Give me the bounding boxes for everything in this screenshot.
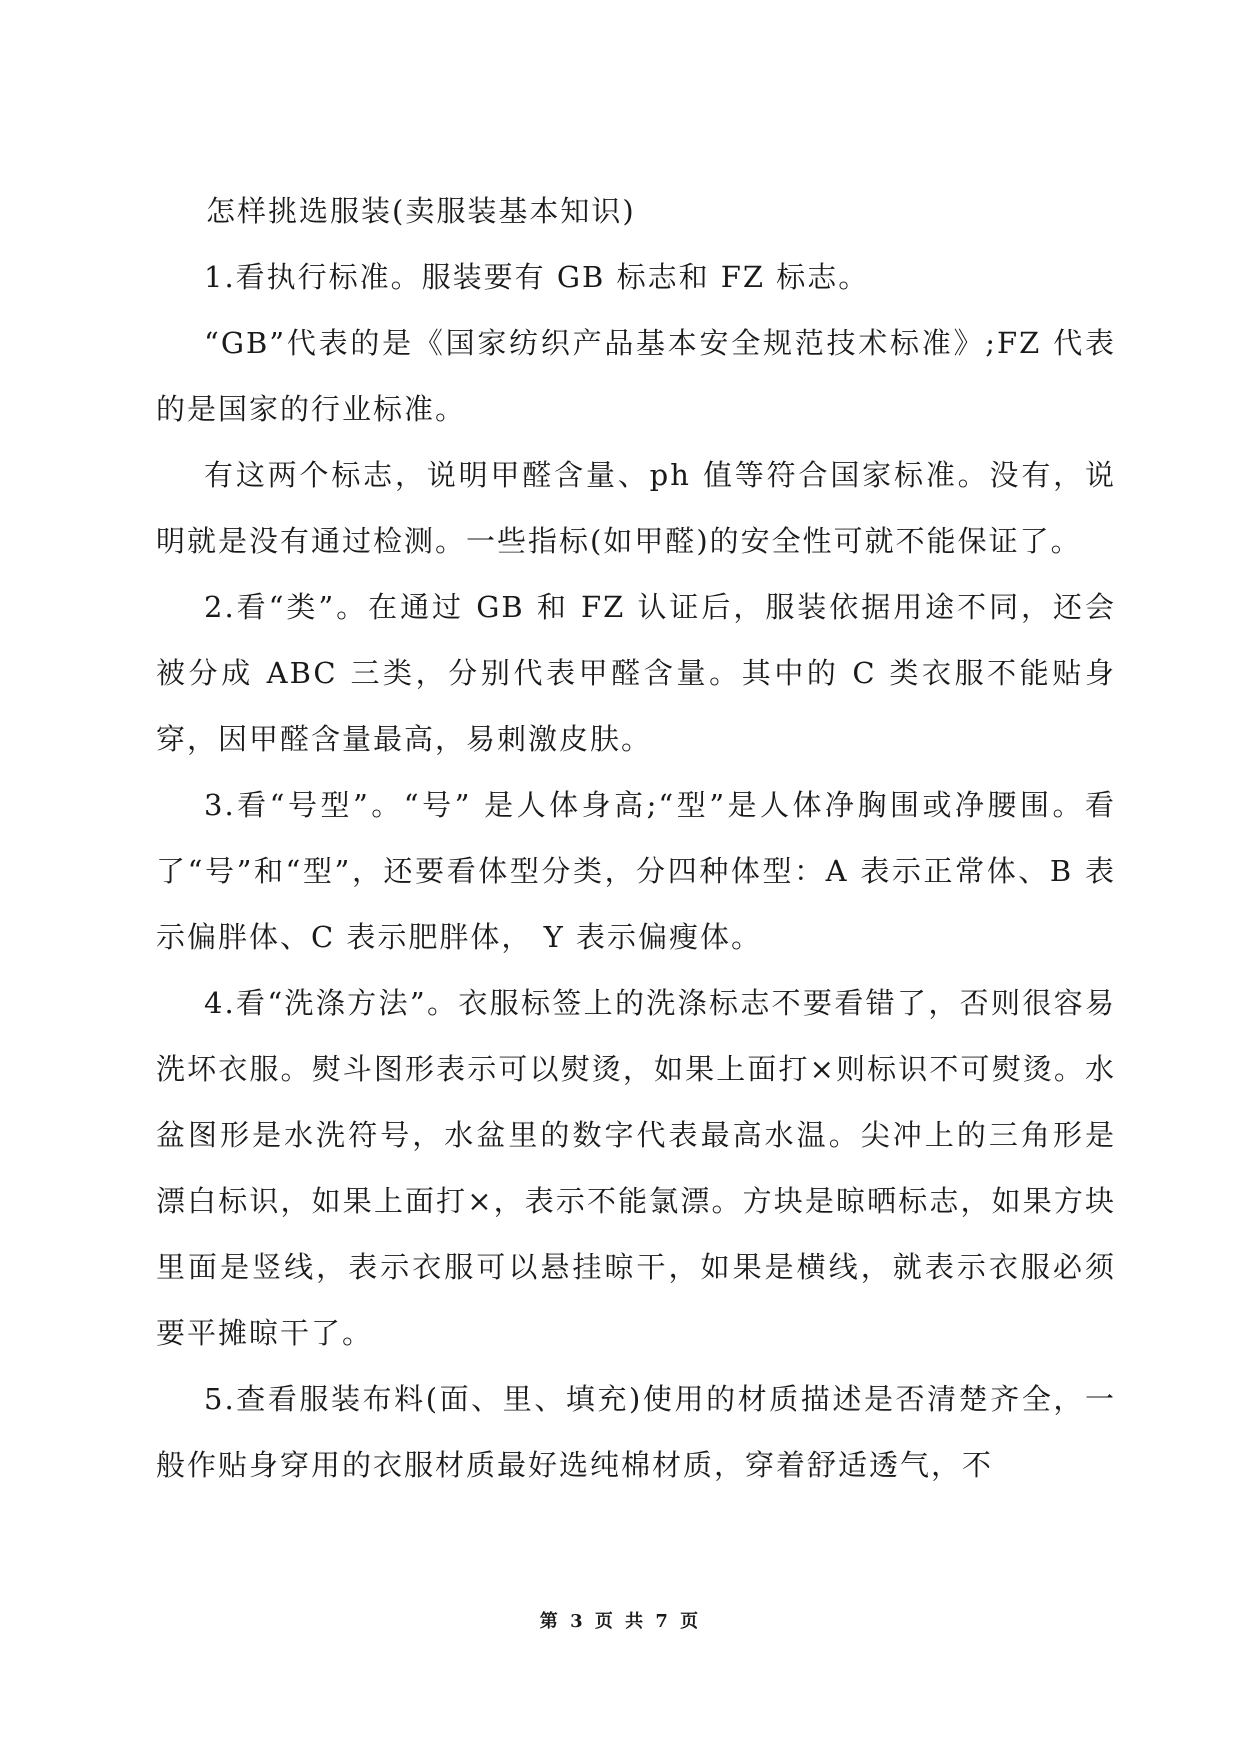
paragraph-category: 2.看“类”。在通过 GB 和 FZ 认证后，服装依据用途不同，还会被分成 ABC 三类，分别代表甲醛含量。其中的 C 类衣服不能贴身穿，因甲醛含量最高，易刺激皮肤。	[156, 590, 1116, 756]
paragraph-size: 3.看“号型”。“号” 是人体身高;“型”是人体净胸围或净腰围。看了“号”和“型”，还要看体型分类，分四种体型：A 表示正常体、B 表示偏胖体、C 表示肥胖体， Y 表示偏瘦体。	[156, 788, 1116, 954]
paragraph-certification: 有这两个标志，说明甲醛含量、ph 值等符合国家标准。没有，说明就是没有通过检测。一些指标(如甲醛)的安全性可就不能保证了。	[156, 458, 1116, 558]
document-title: 怎样挑选服装(卖服装基本知识)	[206, 194, 636, 228]
paragraph-gb-meaning: “GB”代表的是《国家纺织产品基本安全规范技术标准》;FZ 代表的是国家的行业标准。	[156, 326, 1116, 426]
document-body	[156, 178, 1116, 1498]
paragraph-material: 5.查看服装布料(面、里、填充)使用的材质描述是否清楚齐全，一般作贴身穿用的衣服材质最好选纯棉材质，穿着舒适透气，不	[156, 1382, 1116, 1482]
paragraph-standard: 1.看执行标准。服装要有 GB 标志和 FZ 标志。	[204, 260, 870, 294]
paragraph-washing: 4.看“洗涤方法”。衣服标签上的洗涤标志不要看错了，否则很容易洗坏衣服。熨斗图形表示可以熨烫，如果上面打×则标识不可熨烫。水盆图形是水洗符号，水盆里的数字代表最高水温。尖冲上的三角形是漂白标识，如果上面打×，表示不能氯漂。方块是晾晒标志，如果方块里面是竖线，表示衣服可以悬挂晾干，如果是横线，就表示衣服必须要平摊晾干了。	[156, 986, 1116, 1350]
page-footer: 第 3 页 共 7 页	[539, 1611, 702, 1632]
